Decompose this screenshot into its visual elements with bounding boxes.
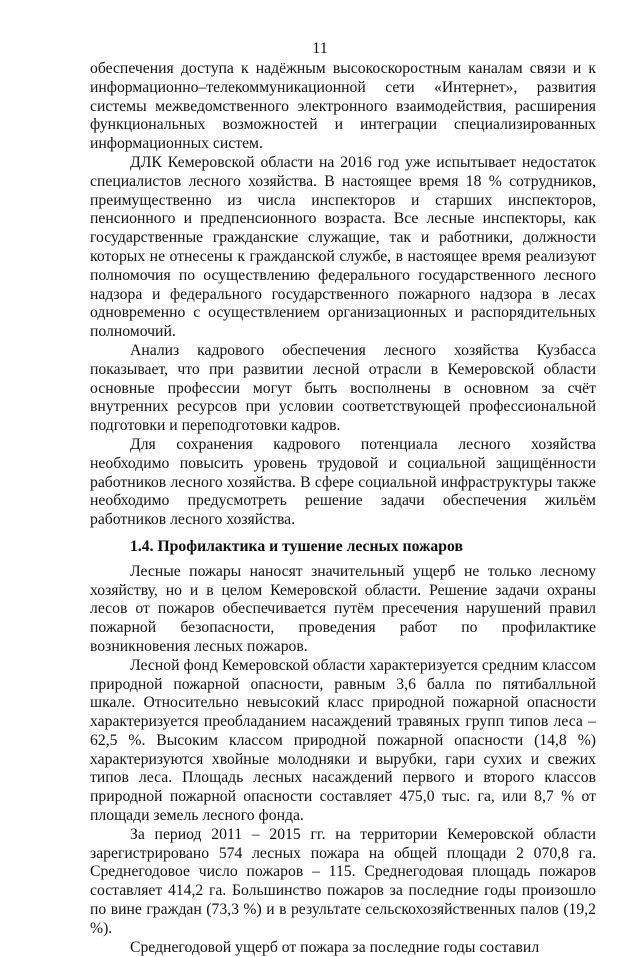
- paragraph-staffing-analysis: Анализ кадрового обеспечения лесного хозяйства Кузбасса показывает, что при развитии лесной отрасли в Кемеровской области основные профессии могут быть восполнены в основном за счёт внутренних ресурсов при условии соответствующей профессиональной подготовки и переподготовки кадров.: [90, 341, 596, 435]
- paragraph-staffing-shortage: ДЛК Кемеровской области на 2016 год уже испытывает недостаток специалистов лесного хозяйства. В настоящее время 18 % сотрудников, преимущественно из числа инспекторов и старших инспекторов, пенсионного и предпенсионного возраста. Все лесные инспекторы, как государственные гражданские служащие, так и работники, должности которых не отнесены к гражданской службе, в настоящее время реализуют полномочия по осуществлению федерального государственного лесного надзора и федерального государственного пожарного надзора в лесах одновременно с осуществлением организационных и распорядительных полномочий.: [90, 153, 596, 341]
- paragraph-average-damage: Среднегодовой ущерб от пожара за последние годы составил: [130, 938, 540, 956]
- paragraph-staff-retention: Для сохранения кадрового потенциала лесного хозяйства необходимо повысить уровень трудовой и социальной защищённости работников лесного хозяйства. В сфере социальной инфраструктуры также необходимо предусмотреть решение задачи обеспечения жильём работников лесного хозяйства.: [90, 435, 596, 529]
- paragraph-fire-damage: Лесные пожары наносят значительный ущерб не только лесному хозяйству, но и в целом Кемеровской области. Решение задачи охраны лесов от пожаров обеспечивается путём пресечения нарушений правил пожарной безопасности, проведения работ по профилактике возникновения лесных пожаров.: [90, 562, 596, 655]
- paragraph-continuation: обеспечения доступа к надёжным высокоскоростным каналам связи и к информационно–телекоммуникационной сети «Интернет», развития системы межведомственного электронного взаимодействия, расширения функциональных возможностей и интеграции специализированных информационных систем.: [90, 60, 596, 153]
- paragraph-fire-statistics: За период 2011 – 2015 гг. на территории Кемеровской области зарегистрировано 574 лесных пожара на общей площади 2 070,8 га. Среднегодовое число пожаров – 115. Среднегодовая площадь пожаров составляет 414,2 га. Большинство пожаров за последние годы произошло по вине граждан (73,3 %) и в результате сельскохозяйственных палов (19,2 %).: [90, 825, 596, 937]
- section-heading: 1.4. Профилактика и тушение лесных пожаров: [130, 537, 463, 555]
- page-number: 11: [312, 40, 328, 57]
- paragraph-fire-hazard-class: Лесной фонд Кемеровской области характеризуется средним классом природной пожарной опасности, равным 3,6 балла по пятибалльной шкале. Относительно невысокий класс природной пожарной опасности характеризуется преобладанием насаждений травяных групп типов леса – 62,5 %. Высоким классом природной пожарной опасности (14,8 %) характеризуются хвойные молодняки и вырубки, гари сухих и свежих типов леса. Площадь лесных насаждений первого и второго классов природной пожарной опасности составляет 475,0 тыс. га, или 8,7 % от площади земель лесного фонда.: [90, 656, 596, 825]
- page-content: [90, 60, 596, 957]
